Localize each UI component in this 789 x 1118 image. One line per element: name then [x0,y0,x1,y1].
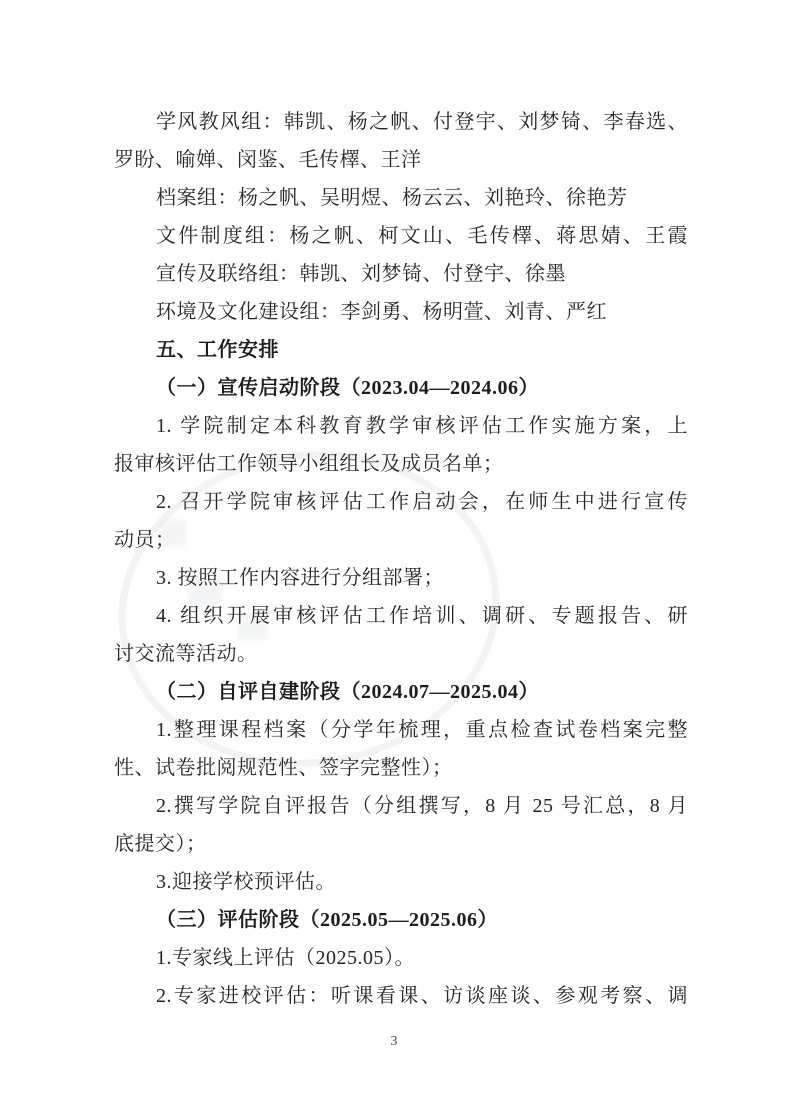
heading-line: （三）评估阶段（2025.05—2025.06） [156,909,498,931]
text-line: 讨交流等活动。 [114,643,258,665]
heading-line: （一）宣传启动阶段（2023.04—2024.06） [156,377,539,399]
text-line: 1.专家线上评估（2025.05）。 [156,947,415,969]
text-line: 文件制度组：杨之帆、柯文山、毛传檡、蒋思婧、王霞 [156,225,688,247]
text-line: 档案组：杨之帆、吴明煜、杨云云、刘艳玲、徐艳芳 [156,187,628,209]
document-body [114,103,688,1015]
text-line: 底提交）； [114,833,207,855]
heading-line: （二）自评自建阶段（2024.07—2025.04） [156,681,539,703]
text-line: 罗盼、喻婵、闵鉴、毛传檡、王洋 [114,149,422,171]
text-line: 4. 组织开展审核评估工作培训、调研、专题报告、研 [156,605,688,627]
text-line: 学风教风组：韩凯、杨之帆、付登宇、刘梦锜、李春选、 [156,111,688,133]
text-line: 环境及文化建设组：李剑勇、杨明萱、刘青、严红 [156,301,607,323]
heading-line: 五、工作安排 [156,339,279,361]
text-line: 2.专家进校评估：听课看课、访谈座谈、参观考察、调 [156,985,688,1007]
text-line: 3. 按照工作内容进行分组部署； [156,567,444,589]
text-line: 2. 召开学院审核评估工作启动会，在师生中进行宣传 [156,491,688,513]
text-line: 1. 学院制定本科教育教学审核评估工作实施方案，上 [156,415,688,437]
text-line: 宣传及联络组：韩凯、刘梦锜、付登宇、徐墨 [156,263,566,285]
page-number: 3 [390,1034,399,1049]
text-line: 报审核评估工作领导小组组长及成员名单； [114,453,504,475]
text-line: 性、试卷批阅规范性、签字完整性）； [114,757,453,779]
text-line: 1.整理课程档案（分学年梳理，重点检查试卷档案完整 [156,719,688,741]
text-line: 2.撰写学院自评报告（分组撰写，8 月 25 号汇总，8 月 [156,795,688,817]
text-line: 3.迎接学校预评估。 [156,871,336,893]
text-line: 动员； [114,529,176,551]
